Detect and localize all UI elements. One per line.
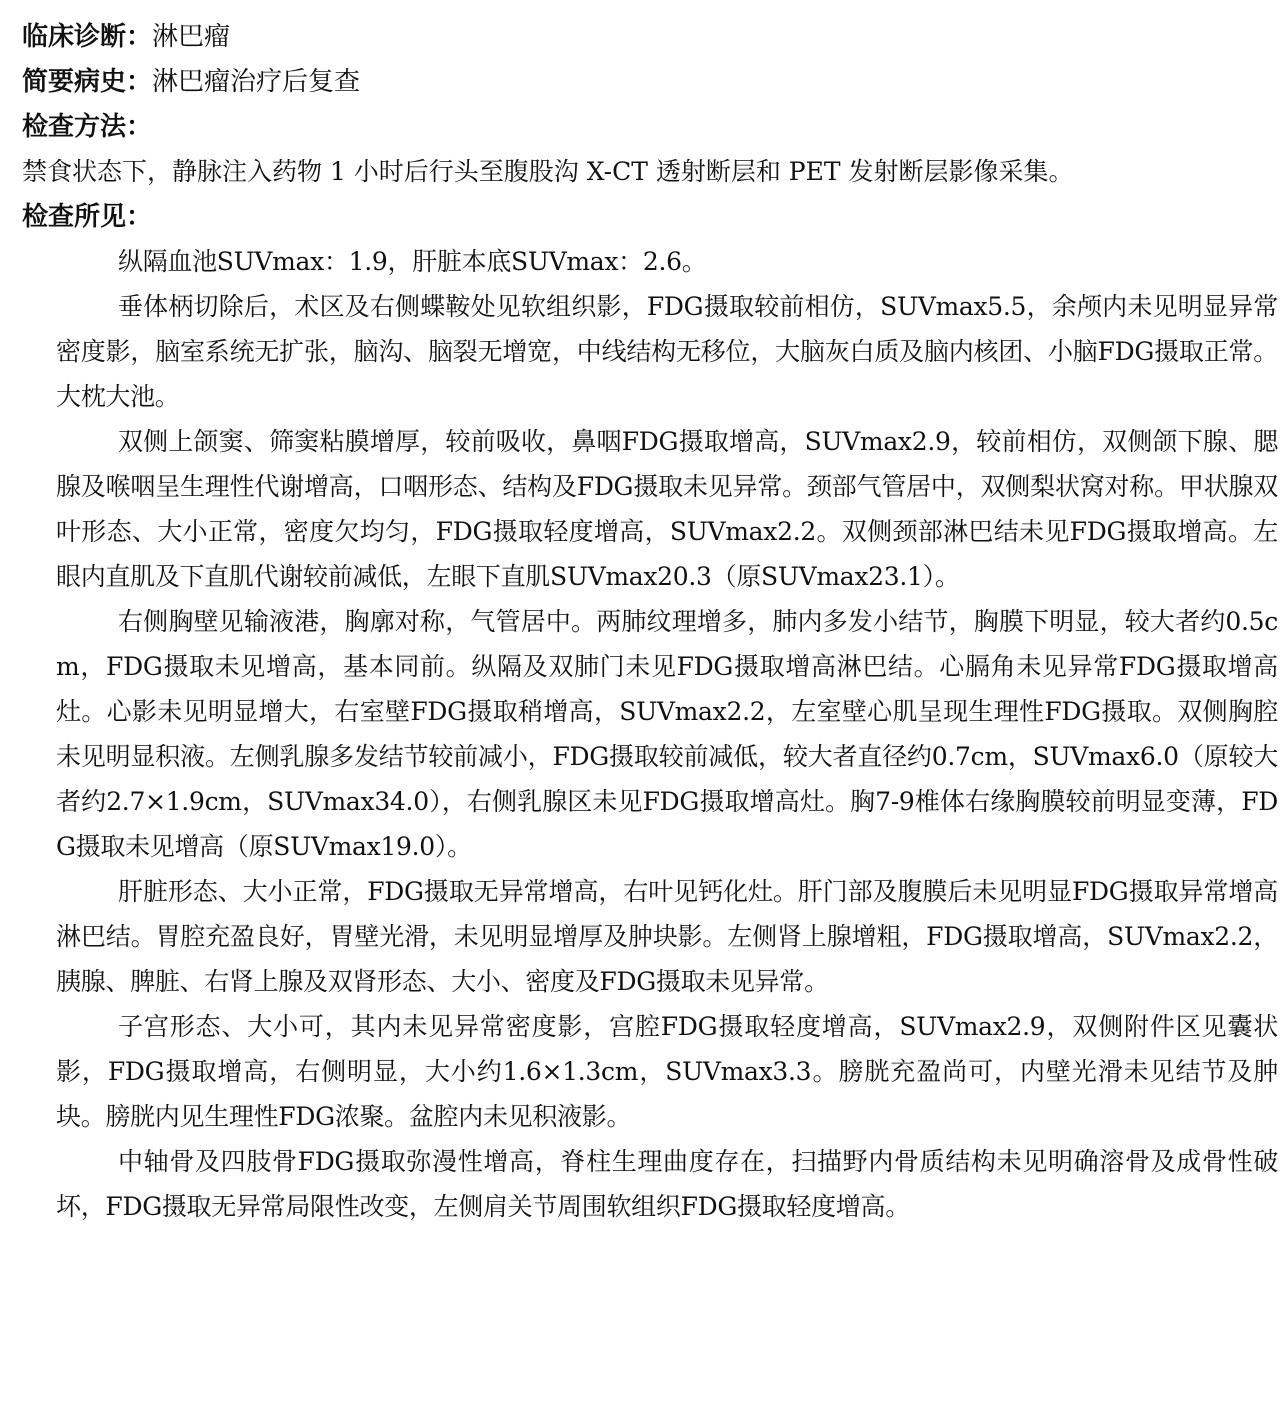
- history-value: 淋巴瘤治疗后复查: [152, 67, 361, 97]
- findings-label: 检查所见：: [22, 202, 153, 232]
- findings-section: [22, 239, 1278, 1229]
- finding-paragraph-abdomen: 肝脏形态、大小正常，FDG摄取无异常增高，右叶见钙化灶。肝门部及腹膜后未见明显FDG摄取异常增高淋巴结。胃腔充盈良好，胃壁光滑，未见明显增厚及肿块影。左侧肾上腺增粗，FDG摄取增高，SUVmax2.2，胰腺、脾脏、右肾上腺及双肾形态、大小、密度及FDG摄取未见异常。: [56, 877, 1278, 996]
- method-text: 禁食状态下，静脉注入药物 1 小时后行头至腹股沟 X-CT 透射断层和 PET 发射断层影像采集。: [22, 157, 1074, 186]
- diagnosis-value: 淋巴瘤: [152, 22, 231, 52]
- method-label: 检查方法：: [22, 112, 153, 142]
- findings-row: [22, 194, 1278, 239]
- history-label: 简要病史：: [22, 67, 153, 97]
- finding-paragraph-baseline: 纵隔血池SUVmax：1.9，肝脏本底SUVmax：2.6。: [118, 247, 707, 276]
- finding-paragraph-head-neck: 双侧上颌窦、筛窦粘膜增厚，较前吸收，鼻咽FDG摄取增高，SUVmax2.9，较前相仿，双侧颌下腺、腮腺及喉咽呈生理性代谢增高，口咽形态、结构及FDG摄取未见异常。颈部气管居中，双侧梨状窝对称。甲状腺双叶形态、大小正常，密度欠均匀，FDG摄取轻度增高，SUVmax2.2。双侧颈部淋巴结未见FDG摄取增高。左眼内直肌及下直肌代谢较前减低，左眼下直肌SUVmax20.3（原SUVmax23.1）。: [56, 427, 1278, 591]
- diagnosis-label: 临床诊断：: [22, 22, 153, 52]
- finding-paragraph-pelvis: 子宫形态、大小可，其内未见异常密度影，宫腔FDG摄取轻度增高，SUVmax2.9，双侧附件区见囊状影，FDG摄取增高，右侧明显，大小约1.6×1.3cm，SUVmax3.3。膀胱充盈尚可，内壁光滑未见结节及肿块。膀胱内见生理性FDG浓聚。盆腔内未见积液影。: [56, 1012, 1278, 1131]
- diagnosis-row: [22, 14, 1278, 59]
- finding-paragraph-bone: 中轴骨及四肢骨FDG摄取弥漫性增高，脊柱生理曲度存在，扫描野内骨质结构未见明确溶骨及成骨性破坏，FDG摄取无异常局限性改变，左侧肩关节周围软组织FDG摄取轻度增高。: [56, 1147, 1278, 1221]
- finding-paragraph-brain: 垂体柄切除后，术区及右侧蝶鞍处见软组织影，FDG摄取较前相仿，SUVmax5.5，余颅内未见明显异常密度影，脑室系统无扩张，脑沟、脑裂无增宽，中线结构无移位，大脑灰白质及脑内核团、小脑FDG摄取正常。大枕大池。: [56, 292, 1278, 411]
- history-row: [22, 59, 1278, 104]
- finding-paragraph-chest: 右侧胸壁见输液港，胸廓对称，气管居中。两肺纹理增多，肺内多发小结节，胸膜下明显，较大者约0.5cm，FDG摄取未见增高，基本同前。纵隔及双肺门未见FDG摄取增高淋巴结。心膈角未见异常FDG摄取增高灶。心影未见明显增大，右室壁FDG摄取稍增高，SUVmax2.2，左室壁心肌呈现生理性FDG摄取。双侧胸腔未见明显积液。左侧乳腺多发结节较前减小，FDG摄取较前减低，较大者直径约0.7cm，SUVmax6.0（原较大者约2.7×1.9cm，SUVmax34.0），右侧乳腺区未见FDG摄取增高灶。胸7-9椎体右缘胸膜较前明显变薄，FDG摄取未见增高（原SUVmax19.0）。: [56, 607, 1278, 861]
- method-row: [22, 104, 1278, 149]
